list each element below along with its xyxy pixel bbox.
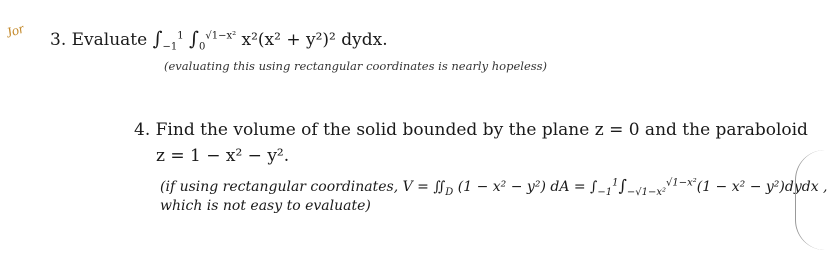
rect-inner-upper: √1−x² (665, 177, 697, 189)
problem-3-integrand: x²(x² + y²)² dydx. (241, 30, 388, 50)
rect-outer-upper: 1 (612, 177, 619, 189)
not-easy-note: which is not easy to evaluate) (160, 198, 371, 214)
problem-4-text: Find the volume of the solid bounded by the plane z = 0 and the paraboloid (155, 120, 808, 140)
outer-lower-limit: −1 (162, 41, 178, 53)
problem-4-number: 4. (134, 120, 151, 140)
outer-integral-sign: ∫ (152, 28, 163, 50)
paraboloid-equation: z = 1 − x² − y². (156, 146, 290, 166)
inner-lower-limit: 0 (198, 41, 206, 53)
rect-prefix: (if using rectangular coordinates, V = ∬ (160, 179, 446, 195)
rect-end: (1 − x² − y²)dydx , (696, 179, 828, 195)
margin-scribble: Jor (3, 21, 27, 42)
problem-3-statement (50, 28, 388, 52)
problem-3-evaluate: Evaluate (71, 30, 153, 50)
rectangular-integral-line (160, 176, 828, 198)
rect-inner-integral-sign: ∫ (618, 176, 627, 195)
outer-upper-limit: 1 (177, 30, 184, 42)
rect-mid: (1 − x² − y²) dA = ∫ (453, 179, 598, 195)
inner-upper-limit: √1−x² (205, 30, 237, 42)
problem-3-number: 3. (50, 30, 67, 50)
region-label: D (445, 186, 454, 198)
problem-3-note: (evaluating this using rectangular coordinates is nearly hopeless) (164, 59, 548, 73)
page-edge-curve (795, 150, 826, 250)
rect-inner-lower: −√1−x² (626, 186, 666, 198)
problem-4-statement (134, 120, 808, 140)
inner-integral-sign: ∫ (189, 28, 199, 50)
rect-outer-lower: −1 (597, 186, 613, 198)
